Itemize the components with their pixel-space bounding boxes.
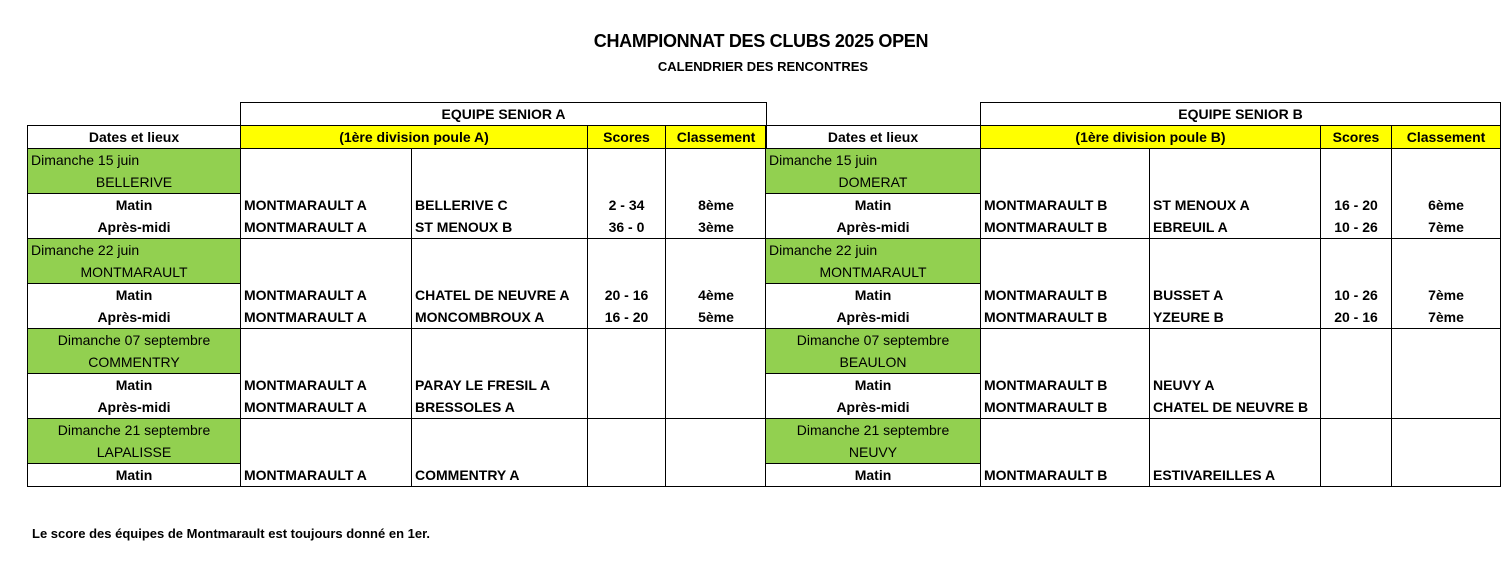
empty-cell [666, 171, 767, 194]
empty-cell [1321, 351, 1392, 374]
empty-cell [412, 329, 588, 352]
team-a-schedule-table [27, 102, 767, 487]
match-score: 2 - 34 [588, 194, 666, 217]
empty-cell [1321, 419, 1392, 442]
empty-cell [1321, 261, 1392, 284]
empty-cell [1392, 171, 1501, 194]
match-date: Dimanche 22 juin [28, 239, 241, 262]
empty-cell [1392, 441, 1501, 464]
team-b-schedule-table [765, 102, 1501, 487]
empty-cell [588, 149, 666, 172]
empty-cell [981, 351, 1150, 374]
match-date: Dimanche 15 juin [28, 149, 241, 172]
match-date: Dimanche 07 septembre [766, 329, 981, 352]
table-row [28, 284, 767, 307]
time-slot: Matin [766, 284, 981, 307]
away-team: ESTIVAREILLES A [1150, 464, 1321, 487]
match-date: Dimanche 21 septembre [766, 419, 981, 442]
table-row [766, 396, 1501, 419]
empty-cell [981, 149, 1150, 172]
match-score: 20 - 16 [1321, 306, 1392, 329]
empty-cell [1392, 239, 1501, 262]
division-header: (1ère division poule A) [241, 126, 588, 149]
empty-cell [588, 329, 666, 352]
away-team: COMMENTRY A [412, 464, 588, 487]
empty-cell [1150, 419, 1321, 442]
day-row [766, 239, 1501, 262]
table-row [28, 374, 767, 397]
empty-cell [412, 171, 588, 194]
day-row [766, 419, 1501, 442]
away-team: YZEURE B [1150, 306, 1321, 329]
empty-cell [1321, 149, 1392, 172]
empty-cell [981, 329, 1150, 352]
day-row [28, 329, 767, 352]
empty-cell [588, 171, 666, 194]
home-team: MONTMARAULT A [241, 374, 412, 397]
empty-cell [241, 149, 412, 172]
day-row [766, 149, 1501, 172]
day-row [766, 261, 1501, 284]
home-team: MONTMARAULT A [241, 464, 412, 487]
away-team: PARAY LE FRESIL A [412, 374, 588, 397]
empty-cell [241, 171, 412, 194]
day-row [28, 171, 767, 194]
time-slot: Matin [766, 194, 981, 217]
match-venue: DOMERAT [766, 171, 981, 194]
empty-cell [1392, 149, 1501, 172]
time-slot: Après-midi [766, 216, 981, 239]
away-team: BELLERIVE C [412, 194, 588, 217]
team-b-header: EQUIPE SENIOR B [981, 103, 1501, 126]
away-team: ST MENOUX B [412, 216, 588, 239]
match-rank [666, 464, 767, 487]
empty-cell [1150, 329, 1321, 352]
home-team: MONTMARAULT B [981, 284, 1150, 307]
match-rank [666, 374, 767, 397]
match-venue: MONTMARAULT [28, 261, 241, 284]
away-team: CHATEL DE NEUVRE B [1150, 396, 1321, 419]
empty-cell [412, 351, 588, 374]
day-row [766, 441, 1501, 464]
time-slot: Matin [766, 374, 981, 397]
match-rank: 3ème [666, 216, 767, 239]
match-venue: BELLERIVE [28, 171, 241, 194]
empty-cell [588, 261, 666, 284]
empty-cell [412, 261, 588, 284]
day-row [766, 351, 1501, 374]
match-score [588, 374, 666, 397]
match-venue: NEUVY [766, 441, 981, 464]
match-date: Dimanche 22 juin [766, 239, 981, 262]
match-score [1321, 374, 1392, 397]
match-rank: 5ème [666, 306, 767, 329]
day-row [28, 441, 767, 464]
empty-cell [588, 239, 666, 262]
dates-header: Dates et lieux [28, 126, 241, 149]
empty-cell [588, 441, 666, 464]
dates-header: Dates et lieux [766, 126, 981, 149]
away-team: EBREUIL A [1150, 216, 1321, 239]
empty-cell [241, 261, 412, 284]
day-row [28, 419, 767, 442]
empty-cell [981, 171, 1150, 194]
time-slot: Matin [28, 284, 241, 307]
empty-cell [1150, 441, 1321, 464]
empty-cell [241, 239, 412, 262]
time-slot: Après-midi [28, 306, 241, 329]
match-date: Dimanche 15 juin [766, 149, 981, 172]
match-rank: 8ème [666, 194, 767, 217]
home-team: MONTMARAULT A [241, 194, 412, 217]
time-slot: Matin [28, 194, 241, 217]
match-venue: COMMENTRY [28, 351, 241, 374]
home-team: MONTMARAULT B [981, 216, 1150, 239]
empty-cell [981, 419, 1150, 442]
page-subtitle: CALENDRIER DES RENCONTRES [657, 59, 869, 74]
table-row [766, 284, 1501, 307]
empty-cell [1321, 441, 1392, 464]
time-slot: Après-midi [766, 306, 981, 329]
table-row [766, 216, 1501, 239]
rank-header: Classement [666, 126, 767, 149]
empty-cell [666, 419, 767, 442]
home-team: MONTMARAULT B [981, 464, 1150, 487]
match-rank [1392, 464, 1501, 487]
match-score [1321, 396, 1392, 419]
day-row [28, 149, 767, 172]
day-row [28, 261, 767, 284]
table-row [28, 216, 767, 239]
scores-header: Scores [1321, 126, 1392, 149]
away-team: ST MENOUX A [1150, 194, 1321, 217]
match-venue: BEAULON [766, 351, 981, 374]
match-score: 20 - 16 [588, 284, 666, 307]
match-score: 10 - 26 [1321, 284, 1392, 307]
match-date: Dimanche 21 septembre [28, 419, 241, 442]
footnote: Le score des équipes de Montmarault est toujours donné en 1er. [32, 526, 431, 541]
division-header: (1ère division poule B) [981, 126, 1321, 149]
team-a-header: EQUIPE SENIOR A [241, 103, 767, 126]
empty-cell [412, 419, 588, 442]
away-team: BRESSOLES A [412, 396, 588, 419]
match-score [1321, 464, 1392, 487]
table-row [766, 374, 1501, 397]
empty-cell [981, 261, 1150, 284]
home-team: MONTMARAULT A [241, 216, 412, 239]
empty-cell [1392, 329, 1501, 352]
empty-cell [1392, 419, 1501, 442]
home-team: MONTMARAULT B [981, 396, 1150, 419]
away-team: BUSSET A [1150, 284, 1321, 307]
empty-cell [666, 261, 767, 284]
match-score: 36 - 0 [588, 216, 666, 239]
day-row [28, 351, 767, 374]
empty-cell [588, 351, 666, 374]
empty-cell [241, 351, 412, 374]
empty-cell [1321, 329, 1392, 352]
table-row [28, 194, 767, 217]
empty-cell [666, 351, 767, 374]
time-slot: Matin [28, 464, 241, 487]
empty-cell [666, 441, 767, 464]
match-rank: 7ème [1392, 216, 1501, 239]
scores-header: Scores [588, 126, 666, 149]
table-row [28, 306, 767, 329]
empty-cell [1392, 351, 1501, 374]
empty-cell [1392, 261, 1501, 284]
match-rank [1392, 374, 1501, 397]
match-rank [1392, 396, 1501, 419]
empty-cell [1150, 149, 1321, 172]
empty-cell [1150, 239, 1321, 262]
day-row [766, 329, 1501, 352]
table-row [766, 194, 1501, 217]
away-team: NEUVY A [1150, 374, 1321, 397]
table-row [766, 306, 1501, 329]
match-score [588, 396, 666, 419]
empty-cell [412, 149, 588, 172]
match-score: 10 - 26 [1321, 216, 1392, 239]
away-team: MONCOMBROUX A [412, 306, 588, 329]
match-score: 16 - 20 [588, 306, 666, 329]
match-rank: 7ème [1392, 284, 1501, 307]
empty-cell [1150, 171, 1321, 194]
time-slot: Après-midi [28, 396, 241, 419]
day-row [766, 171, 1501, 194]
empty-cell [412, 239, 588, 262]
away-team: CHATEL DE NEUVRE A [412, 284, 588, 307]
spacer-cell [28, 103, 241, 126]
empty-cell [666, 329, 767, 352]
page-title: CHAMPIONNAT DES CLUBS 2025 OPEN [593, 31, 929, 51]
match-rank: 7ème [1392, 306, 1501, 329]
match-rank: 4ème [666, 284, 767, 307]
match-venue: LAPALISSE [28, 441, 241, 464]
match-score: 16 - 20 [1321, 194, 1392, 217]
empty-cell [1321, 239, 1392, 262]
empty-cell [1321, 171, 1392, 194]
home-team: MONTMARAULT A [241, 396, 412, 419]
match-rank: 6ème [1392, 194, 1501, 217]
empty-cell [666, 239, 767, 262]
empty-cell [588, 419, 666, 442]
empty-cell [241, 329, 412, 352]
home-team: MONTMARAULT B [981, 374, 1150, 397]
empty-cell [412, 441, 588, 464]
empty-cell [666, 149, 767, 172]
home-team: MONTMARAULT B [981, 306, 1150, 329]
table-row [28, 396, 767, 419]
table-row [766, 464, 1501, 487]
spacer-cell [766, 103, 981, 126]
home-team: MONTMARAULT B [981, 194, 1150, 217]
match-score [588, 464, 666, 487]
time-slot: Matin [766, 464, 981, 487]
rank-header: Classement [1392, 126, 1501, 149]
time-slot: Matin [28, 374, 241, 397]
match-venue: MONTMARAULT [766, 261, 981, 284]
empty-cell [981, 239, 1150, 262]
table-row [28, 464, 767, 487]
empty-cell [1150, 351, 1321, 374]
empty-cell [1150, 261, 1321, 284]
time-slot: Après-midi [766, 396, 981, 419]
empty-cell [241, 419, 412, 442]
empty-cell [981, 441, 1150, 464]
match-date: Dimanche 07 septembre [28, 329, 241, 352]
home-team: MONTMARAULT A [241, 284, 412, 307]
empty-cell [241, 441, 412, 464]
home-team: MONTMARAULT A [241, 306, 412, 329]
match-rank [666, 396, 767, 419]
time-slot: Après-midi [28, 216, 241, 239]
day-row [28, 239, 767, 262]
